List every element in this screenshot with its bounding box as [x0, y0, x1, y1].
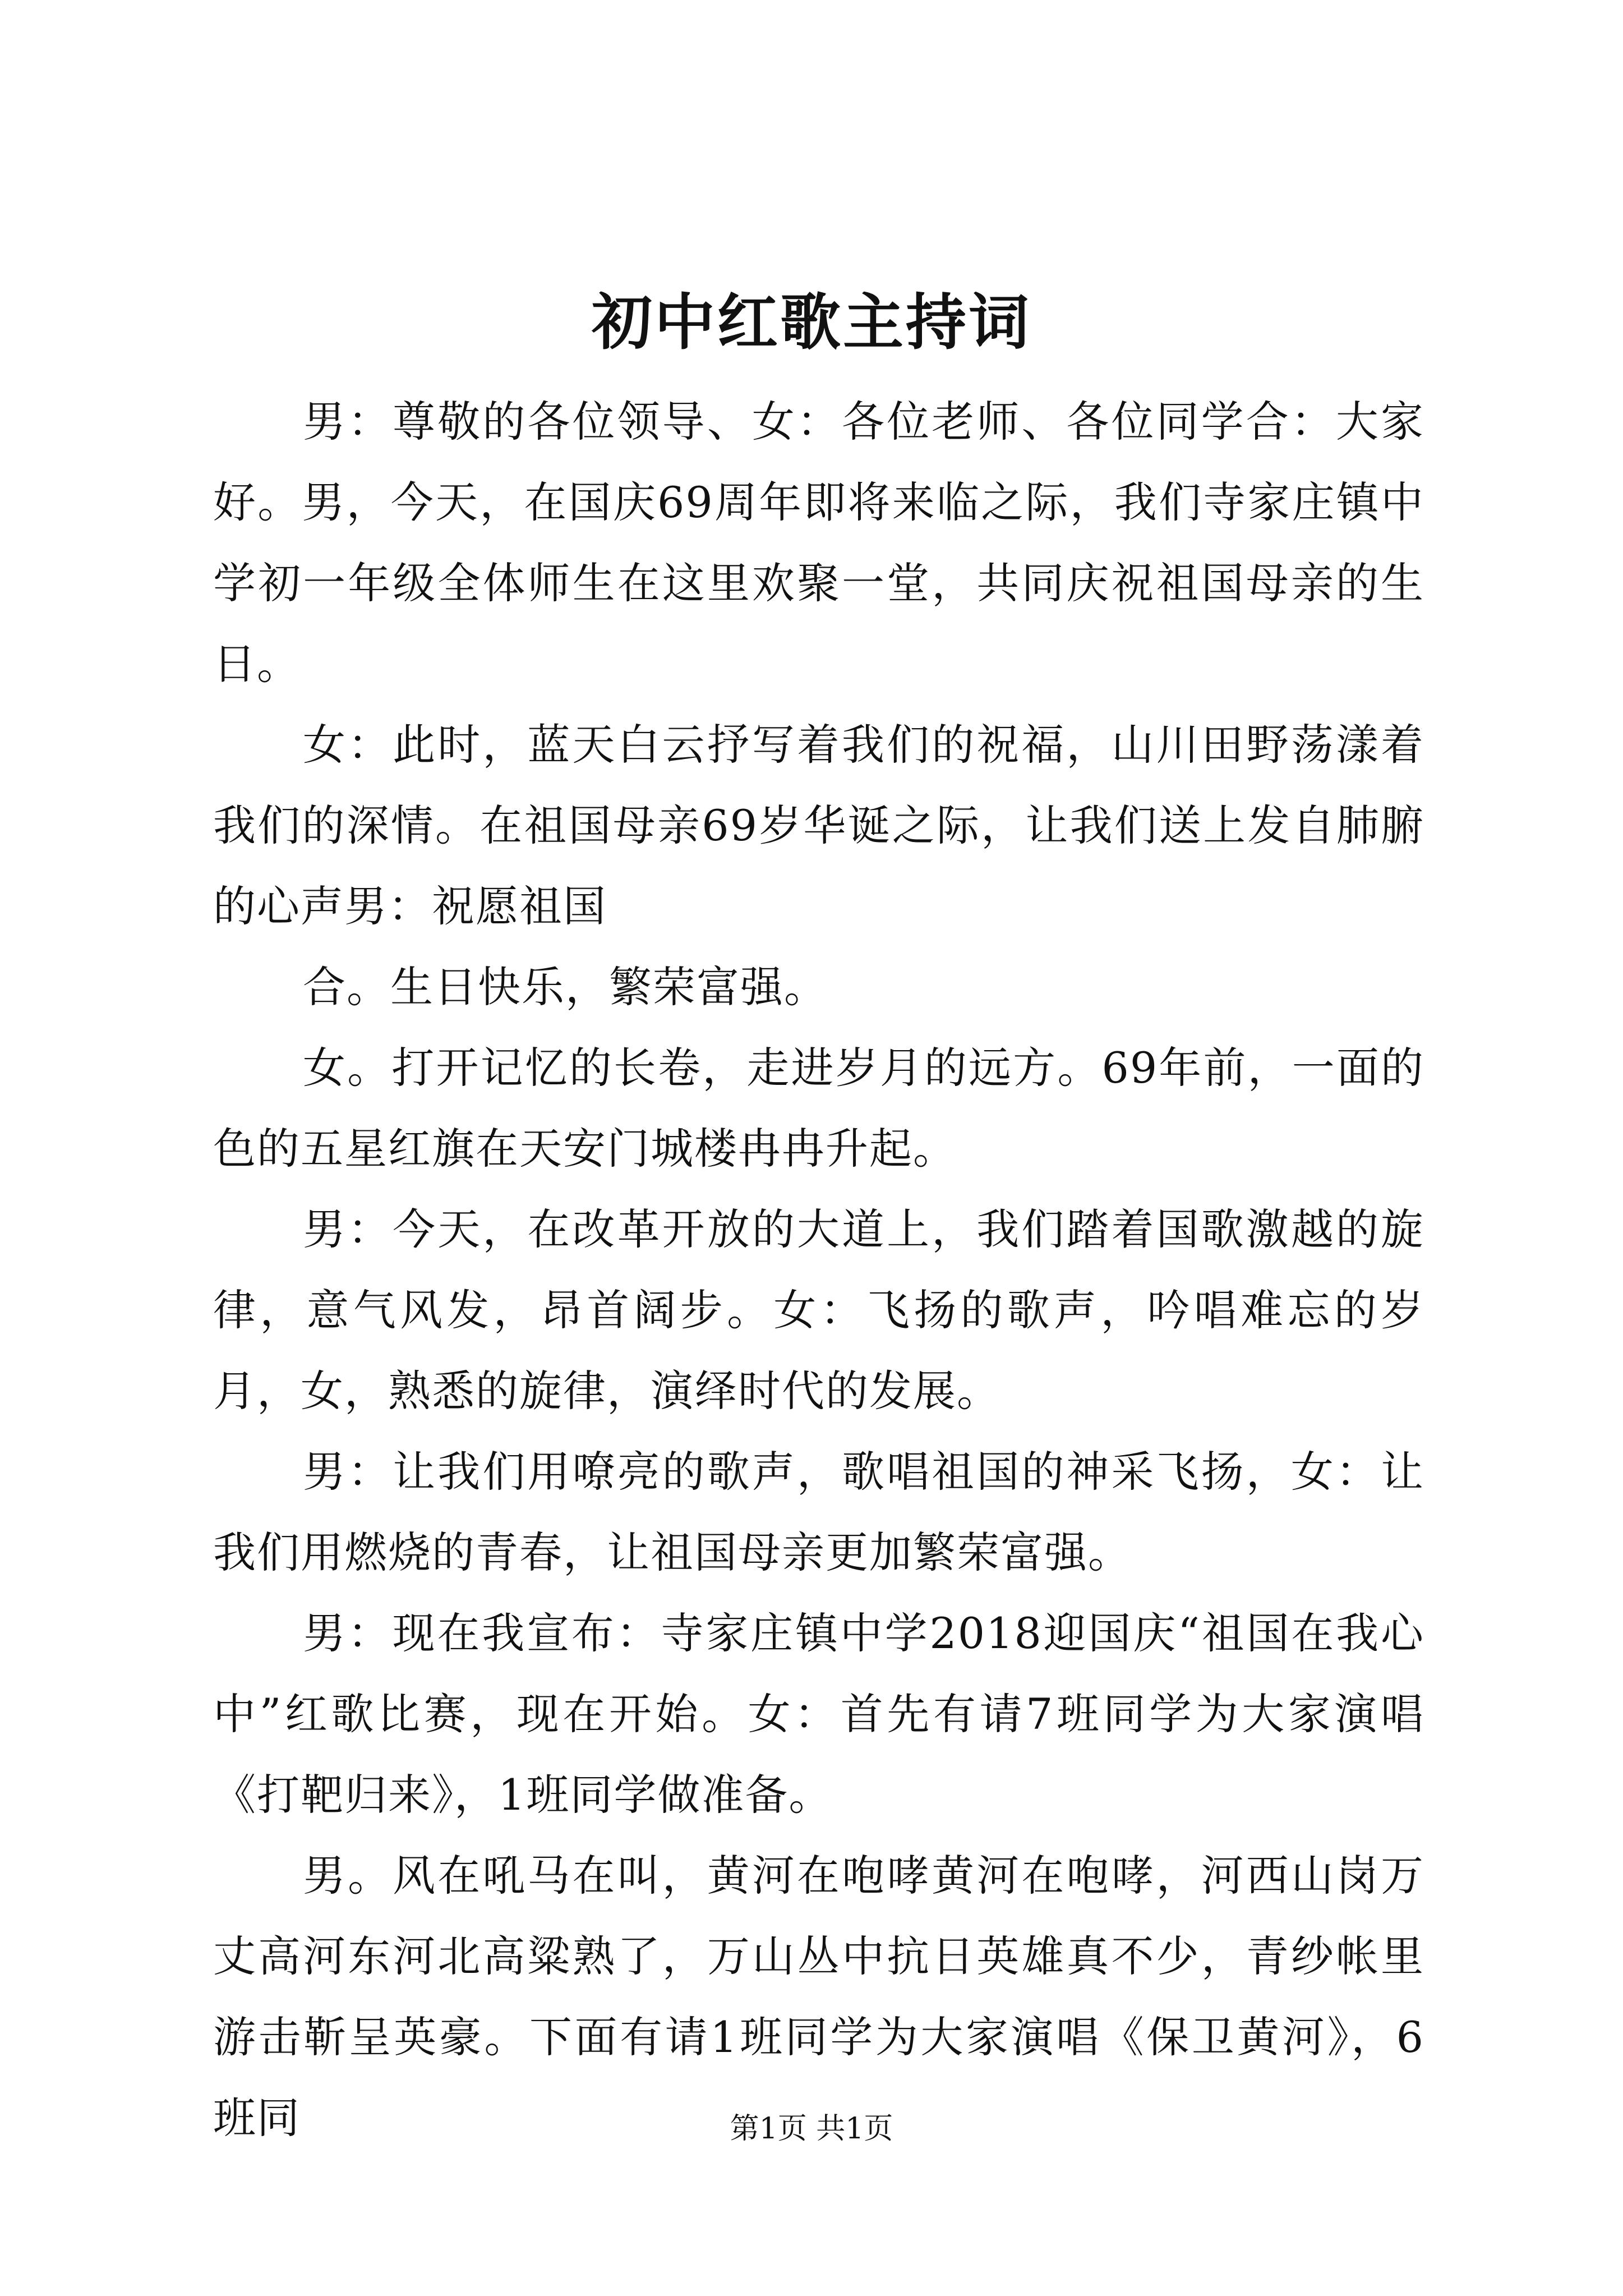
page-footer: 第1页 共1页	[730, 2112, 893, 2146]
document-body	[213, 381, 1424, 2159]
paragraph: 男。风在吼马在叫，黄河在咆哮黄河在咆哮，河西山岗万丈高河东河北高粱熟了，万山丛中抗日英雄真不少，青纱帐里游击靳呈英豪。下面有请1班同学为大家演唱《保卫黄河》，6班同	[213, 1851, 1424, 2143]
paragraph: 女：此时，蓝天白云抒写着我们的祝福，山川田野荡漾着我们的深情。在祖国母亲69岁华诞之际，让我们送上发自肺腑的心声男：祝愿祖国	[213, 720, 1424, 931]
paragraph: 男：让我们用嘹亮的歌声，歌唱祖国的神采飞扬，女：让我们用燃烧的青春，让祖国母亲更加繁荣富强。	[213, 1447, 1424, 1577]
paragraph: 合。生日快乐，繁荣富强。	[303, 962, 828, 1012]
document-title: 初中红歌主持词	[591, 287, 1031, 358]
paragraph: 男：现在我宣布：寺家庄镇中学2018迎国庆“祖国在我心中”红歌比赛，现在开始。女：首先有请7班同学为大家演唱《打靶归来》，1班同学做准备。	[213, 1608, 1424, 1820]
paragraph: 男：尊敬的各位领导、女：各位老师、各位同学合：大家好。男，今天，在国庆69周年即将来临之际，我们寺家庄镇中学初一年级全体师生在这里欢聚一堂，共同庆祝祖国母亲的生日。	[213, 397, 1424, 689]
paragraph: 女。打开记忆的长卷，走进岁月的远方。69年前，一面的色的五星红旗在天安门城楼冉冉升起。	[213, 1043, 1424, 1174]
paragraph: 男：今天，在改革开放的大道上，我们踏着国歌激越的旋律，意气风发，昂首阔步。女：飞扬的歌声，吟唱难忘的岁月，女，熟悉的旋律，演绎时代的发展。	[213, 1204, 1424, 1416]
